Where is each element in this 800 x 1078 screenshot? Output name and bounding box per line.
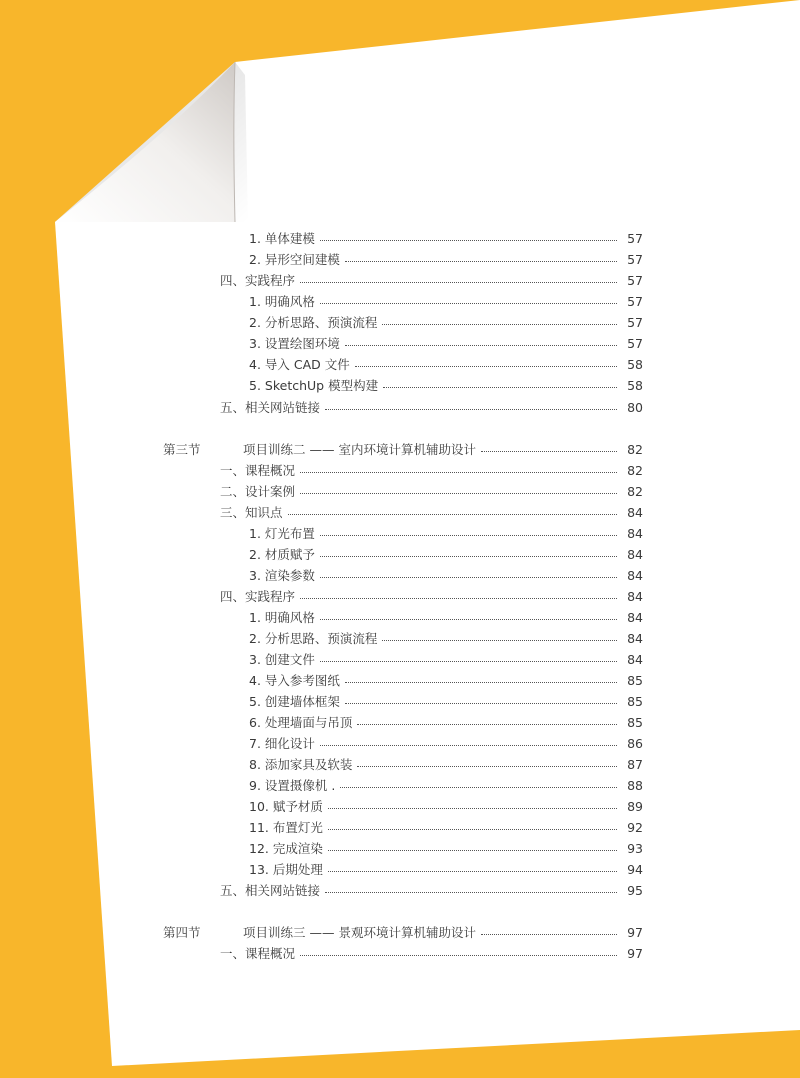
toc-entry-label: 8. 添加家具及软装: [249, 757, 353, 772]
toc-leader-dots: [357, 713, 617, 733]
toc-leader-dots: [328, 797, 617, 817]
toc-entry-row[interactable]: [249, 776, 643, 796]
toc-entry-row[interactable]: [220, 587, 643, 607]
toc-page-number: 85: [627, 694, 643, 709]
toc-entry-label: 一、课程概况: [220, 946, 296, 961]
toc-entry-row[interactable]: [249, 608, 643, 628]
toc-page-number: 57: [627, 252, 643, 267]
toc-section-row[interactable]: [163, 440, 643, 460]
toc-leader-dots: [357, 755, 617, 775]
toc-entry-row[interactable]: [249, 376, 643, 396]
toc-leader-dots: [288, 503, 617, 523]
toc-entry-label: 3. 渲染参数: [249, 568, 315, 583]
toc-entry-row[interactable]: [249, 797, 643, 817]
toc-entry-row[interactable]: [249, 355, 643, 375]
toc-page-number: 58: [627, 357, 643, 372]
toc-entry-label: 9. 设置摄像机 .: [249, 778, 336, 793]
toc-page-number: 97: [627, 946, 643, 961]
toc-entry-row[interactable]: [249, 818, 643, 838]
toc-page-number: 82: [627, 442, 643, 457]
toc-entry-row[interactable]: [249, 671, 643, 691]
toc-page-number: 84: [627, 568, 643, 583]
toc-page-number: 84: [627, 610, 643, 625]
toc-entry-row[interactable]: [249, 860, 643, 880]
toc-page-number: 84: [627, 589, 643, 604]
toc-entry-row[interactable]: [220, 944, 643, 964]
toc-leader-dots: [345, 250, 617, 270]
toc-entry-label: 1. 灯光布置: [249, 526, 315, 541]
toc-entry-label: 4. 导入参考图纸: [249, 673, 340, 688]
toc-page-number: 95: [627, 883, 643, 898]
toc-leader-dots: [355, 355, 617, 375]
toc-leader-dots: [320, 734, 617, 754]
toc-entry-label: 11. 布置灯光: [249, 820, 323, 835]
toc-leader-dots: [382, 313, 617, 333]
toc-page-number: 58: [627, 378, 643, 393]
toc-page-number: 97: [627, 925, 643, 940]
toc-page-number: 88: [627, 778, 643, 793]
toc-entry-row[interactable]: [249, 229, 643, 249]
toc-page-number: 85: [627, 715, 643, 730]
toc-entry-row[interactable]: [249, 692, 643, 712]
toc-entry-label: 四、实践程序: [220, 273, 296, 288]
toc-entry-label: 10. 赋予材质: [249, 799, 323, 814]
toc-entry-row[interactable]: [220, 881, 643, 901]
toc-entry-label: 2. 异形空间建模: [249, 252, 340, 267]
toc-page-number: 92: [627, 820, 643, 835]
toc-page-number: 57: [627, 336, 643, 351]
toc-leader-dots: [300, 587, 617, 607]
toc-section-number: 第四节: [163, 925, 201, 940]
toc-leader-dots: [320, 608, 617, 628]
toc-leader-dots: [300, 271, 617, 291]
toc-entry-row[interactable]: [249, 629, 643, 649]
toc-leader-dots: [383, 376, 617, 396]
toc-leader-dots: [345, 692, 617, 712]
toc-page-number: 57: [627, 231, 643, 246]
toc-page-number: 84: [627, 631, 643, 646]
toc-entry-label: 四、实践程序: [220, 589, 296, 604]
toc-entry-label: 6. 处理墙面与吊顶: [249, 715, 353, 730]
toc-entry-row[interactable]: [249, 334, 643, 354]
toc-entry-row[interactable]: [249, 650, 643, 670]
toc-leader-dots: [345, 671, 617, 691]
toc-entry-row[interactable]: [249, 524, 643, 544]
toc-page-number: 84: [627, 547, 643, 562]
toc-page-number: 94: [627, 862, 643, 877]
toc-leader-dots: [300, 482, 617, 502]
toc-entry-label: 2. 分析思路、预演流程: [249, 315, 378, 330]
toc-leader-dots: [345, 334, 617, 354]
toc-entry-row[interactable]: [249, 313, 643, 333]
toc-section-number: 第三节: [163, 442, 201, 457]
toc-leader-dots: [382, 629, 617, 649]
toc-entry-label: 2. 材质赋予: [249, 547, 315, 562]
toc-entry-label: 12. 完成渲染: [249, 841, 323, 856]
toc-leader-dots: [320, 566, 617, 586]
toc-entry-row[interactable]: [220, 482, 643, 502]
toc-leader-dots: [481, 923, 617, 943]
toc-entry-label: 5. 创建墙体框架: [249, 694, 340, 709]
toc-entry-label: 五、相关网站链接: [220, 883, 321, 898]
toc-entry-row[interactable]: [249, 713, 643, 733]
toc-leader-dots: [325, 398, 617, 418]
toc-leader-dots: [320, 650, 617, 670]
toc-page-number: 84: [627, 526, 643, 541]
toc-entry-label: 3. 创建文件: [249, 652, 315, 667]
toc-entry-label: 3. 设置绘图环境: [249, 336, 340, 351]
toc-leader-dots: [325, 881, 617, 901]
toc-page-number: 93: [627, 841, 643, 856]
toc-page-number: 87: [627, 757, 643, 772]
toc-page-number: 86: [627, 736, 643, 751]
toc-leader-dots: [481, 440, 617, 460]
toc-page-number: 82: [627, 484, 643, 499]
toc-leader-dots: [328, 839, 617, 859]
toc-leader-dots: [340, 776, 617, 796]
toc-entry-label: 一、课程概况: [220, 463, 296, 478]
toc-entry-label: 5. SketchUp 模型构建: [249, 378, 379, 393]
toc-leader-dots: [328, 818, 617, 838]
toc-page-number: 80: [627, 400, 643, 415]
toc-leader-dots: [320, 545, 617, 565]
toc-entry-row[interactable]: [249, 292, 643, 312]
toc-leader-dots: [328, 860, 617, 880]
toc-entry-row[interactable]: [220, 271, 643, 291]
toc-entry-label: 4. 导入 CAD 文件: [249, 357, 350, 372]
toc-entry-row[interactable]: [249, 545, 643, 565]
toc-page-number: 57: [627, 294, 643, 309]
toc-entry-label: 1. 明确风格: [249, 610, 315, 625]
toc-entry-row[interactable]: [220, 398, 643, 418]
toc-page-number: 57: [627, 315, 643, 330]
toc-entry-label: 项目训练二 —— 室内环境计算机辅助设计: [243, 442, 476, 457]
toc-leader-dots: [320, 524, 617, 544]
toc-page-number: 84: [627, 505, 643, 520]
toc-entry-row[interactable]: [249, 734, 643, 754]
toc-entry-label: 二、设计案例: [220, 484, 296, 499]
toc-entry-label: 1. 单体建模: [249, 231, 315, 246]
toc-entry-row[interactable]: [249, 566, 643, 586]
toc-entry-row[interactable]: [220, 461, 643, 481]
toc-entry-row[interactable]: [249, 250, 643, 270]
toc-entry-label: 三、知识点: [220, 505, 283, 520]
toc-page-number: 85: [627, 673, 643, 688]
toc-entry-label: 五、相关网站链接: [220, 400, 321, 415]
toc-entry-label: 13. 后期处理: [249, 862, 323, 877]
toc-entry-label: 1. 明确风格: [249, 294, 315, 309]
toc-leader-dots: [320, 229, 617, 249]
toc-leader-dots: [300, 461, 617, 481]
toc-entry-label: 7. 细化设计: [249, 736, 315, 751]
toc-page-number: 89: [627, 799, 643, 814]
toc-entry-row[interactable]: [249, 755, 643, 775]
toc-leader-dots: [300, 944, 617, 964]
toc-entry-label: 项目训练三 —— 景观环境计算机辅助设计: [243, 925, 476, 940]
toc-page-number: 57: [627, 273, 643, 288]
toc-entry-row[interactable]: [249, 839, 643, 859]
toc-section-row[interactable]: [163, 923, 643, 943]
toc-leader-dots: [320, 292, 617, 312]
toc-entry-row[interactable]: [220, 503, 643, 523]
toc-page-number: 82: [627, 463, 643, 478]
toc-page-number: 84: [627, 652, 643, 667]
toc-entry-label: 2. 分析思路、预演流程: [249, 631, 378, 646]
